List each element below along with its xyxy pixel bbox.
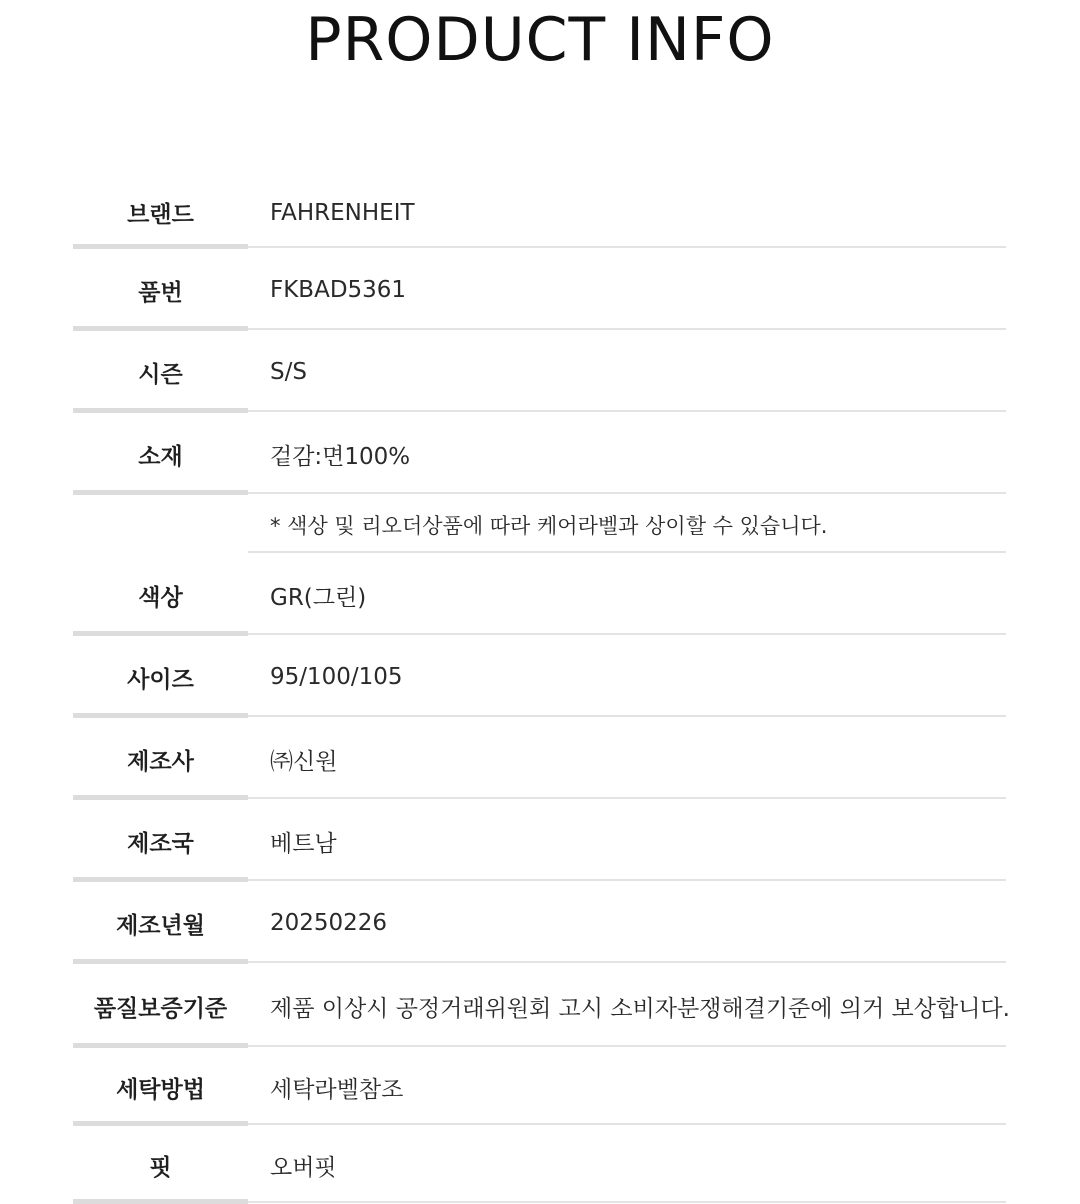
row-value: 겉감:면100% xyxy=(270,443,411,470)
row-divider xyxy=(248,246,1006,248)
row-value: 95/100/105 xyxy=(270,664,403,690)
info-row-season xyxy=(73,331,1006,413)
info-row-material xyxy=(73,413,1006,495)
row-divider xyxy=(248,328,1006,330)
row-value: 베트남 xyxy=(270,830,337,857)
row-divider xyxy=(248,492,1006,494)
row-value: 20250226 xyxy=(270,910,388,936)
info-row-manufacturer xyxy=(73,718,1006,800)
info-row-country xyxy=(73,800,1006,882)
row-divider xyxy=(248,410,1006,412)
row-label: 품번 xyxy=(138,279,183,306)
row-value: 제품 이상시 공정거래위원회 고시 소비자분쟁해결기준에 의거 보상합니다. xyxy=(270,995,1010,1022)
info-row-material-note xyxy=(73,495,1006,554)
product-info-table xyxy=(73,176,1010,1204)
row-value: 오버핏 xyxy=(270,1154,337,1181)
row-label: 제조국 xyxy=(127,830,194,857)
info-row-brand xyxy=(73,176,1006,249)
row-label: 제조년월 xyxy=(116,912,205,939)
row-label: 세탁방법 xyxy=(116,1076,205,1103)
row-label: 제조사 xyxy=(127,748,194,775)
row-divider xyxy=(248,961,1006,963)
info-row-washing xyxy=(73,1048,1006,1126)
row-label: 소재 xyxy=(138,443,183,470)
row-label: 품질보증기준 xyxy=(93,995,228,1022)
row-label: 핏 xyxy=(149,1154,172,1181)
row-divider xyxy=(73,1199,248,1204)
row-value: FAHRENHEIT xyxy=(270,199,415,226)
row-divider xyxy=(248,879,1006,881)
row-label: 브랜드 xyxy=(127,202,194,228)
row-value: S/S xyxy=(270,359,307,385)
row-label: 색상 xyxy=(138,584,183,611)
info-row-size xyxy=(73,636,1006,718)
row-label: 시즌 xyxy=(138,361,183,388)
row-divider xyxy=(248,715,1006,717)
row-value: FKBAD5361 xyxy=(270,277,407,303)
row-divider xyxy=(248,1045,1006,1047)
row-divider xyxy=(248,551,1006,553)
care-label-note: * 색상 및 리오더상품에 따라 케어라벨과 상이할 수 있습니다. xyxy=(270,513,828,538)
info-row-fit xyxy=(73,1126,1006,1204)
row-value: GR(그린) xyxy=(270,584,367,611)
row-divider xyxy=(248,797,1006,799)
info-row-product-number xyxy=(73,249,1006,331)
row-value: 세탁라벨참조 xyxy=(270,1076,404,1103)
page-title: PRODUCT INFO xyxy=(305,5,775,75)
info-row-color xyxy=(73,554,1006,636)
row-divider xyxy=(248,633,1006,635)
row-value: ㈜신원 xyxy=(270,748,338,775)
info-row-quality-warranty xyxy=(73,964,1010,1048)
row-divider xyxy=(248,1123,1006,1125)
row-label: 사이즈 xyxy=(127,666,194,693)
info-row-manufacture-date xyxy=(73,882,1006,964)
